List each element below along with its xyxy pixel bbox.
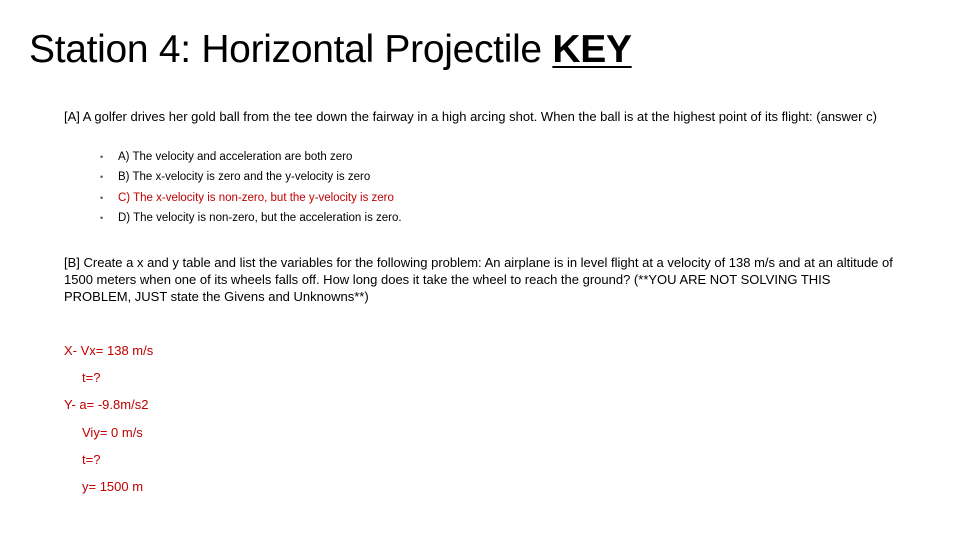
title-text: Station 4: Horizontal Projectile [29,28,553,71]
answer-y-acceleration: Y- a= -9.8m/s2 [64,397,149,412]
answer-x-time: t=? [82,370,101,385]
bullet: • [100,172,104,183]
choice-b-text: B) The x-velocity is zero and the y-velocity is zero [118,171,371,184]
answer-x-velocity: X- Vx= 138 m/s [64,343,154,358]
choice-d [100,208,402,228]
question-a: [A] A golfer drives her gold ball from the tee down the fairway in a high arcing shot. When the ball is at the highest point of its flight: (answer c) [64,109,877,124]
choice-d-text: D) The velocity is non-zero, but the acceleration is zero. [118,211,402,224]
title-key: KEY [552,28,632,71]
choice-a [100,147,402,167]
choice-c [100,188,402,208]
choice-b [100,167,402,187]
answer-y-displacement: y= 1500 m [82,479,144,494]
bullet: • [100,192,104,203]
answer-y-time: t=? [82,452,101,467]
answer-y-initial-velocity: Viy= 0 m/s [82,425,143,440]
answer-choices [100,147,402,228]
bullet: • [100,212,104,223]
bullet: • [100,152,104,162]
question-b: [B] Create a x and y table and list the variables for the following problem: An airplane is in level flight at a velocity of 138 m/s and at an altitude of 1500 meters when one of its wheels falls off. How long does it take the wheel to reach the ground? (**YOU ARE NOT SOLVING THIS PROBLEM, JUST state the Givens and Unknowns**) [64,255,893,304]
slide-title [29,28,632,72]
choice-c-text: C) The x-velocity is non-zero, but the y-velocity is zero [118,191,394,204]
choice-a-text: A) The velocity and acceleration are both zero [118,151,353,163]
